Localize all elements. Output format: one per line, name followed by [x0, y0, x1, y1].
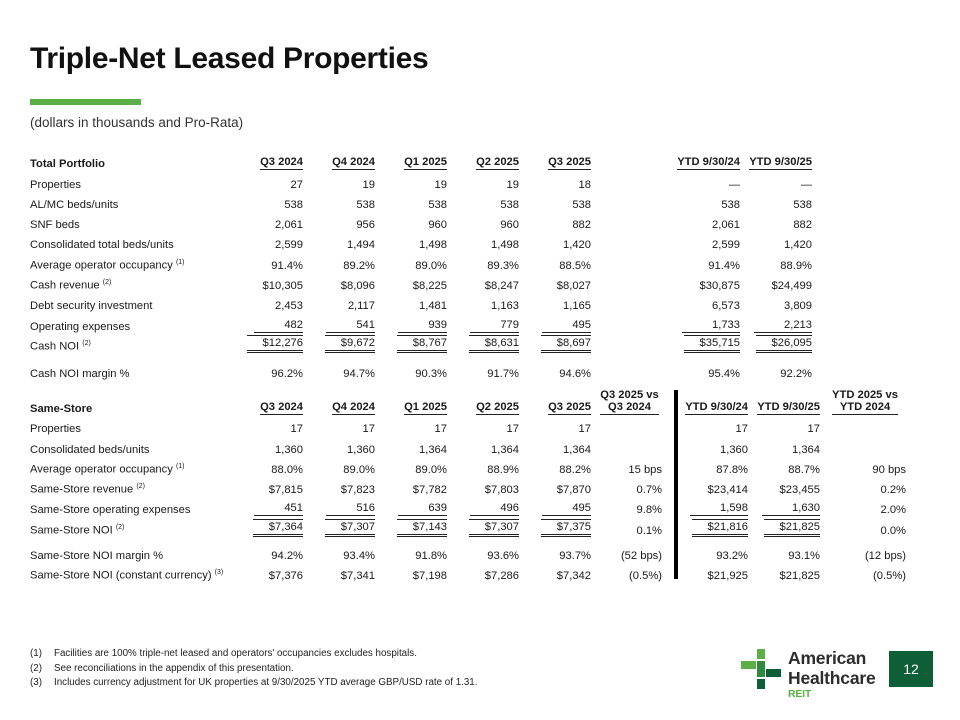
cell-value: 495	[542, 319, 591, 333]
cell-value: 956	[356, 219, 375, 232]
logo-line-healthcare: Healthcare	[788, 668, 876, 688]
cell-value: 0.1%	[636, 524, 662, 537]
cell-value: 94.6%	[559, 367, 591, 380]
cell-value: $8,631	[469, 335, 519, 353]
row-label: Consolidated beds/units	[30, 443, 150, 456]
cell-value: 451	[254, 502, 303, 516]
same-store-table	[30, 387, 910, 582]
cell-value: 1,364	[491, 443, 519, 456]
cell-value: —	[800, 178, 812, 191]
cell-value: 779	[470, 319, 519, 333]
cell-value: $35,715	[684, 335, 740, 353]
cell-value: 17	[434, 423, 447, 436]
table-row	[30, 231, 930, 251]
cell-value: 960	[428, 219, 447, 232]
cell-value: 88.0%	[271, 463, 303, 476]
total-portfolio-heading: Total Portfolio	[30, 158, 105, 171]
cell-value: 94.2%	[271, 549, 303, 562]
column-header: Q1 2025	[404, 401, 447, 413]
row-label: Same-Store NOI (constant currency) $^{(3)}$	[30, 569, 224, 583]
cell-value: 538	[572, 198, 591, 211]
row-label: Operating expenses	[30, 320, 131, 333]
cell-value: 90.3%	[415, 367, 447, 380]
cell-value: $21,825	[779, 570, 820, 583]
cell-value: —	[728, 178, 740, 191]
cell-value: 1,630	[762, 502, 820, 516]
row-label: Properties	[30, 178, 81, 191]
row-label: Cash NOI margin %	[30, 367, 130, 380]
column-header: Q4 2024	[332, 401, 375, 413]
cell-value: 88.7%	[788, 463, 820, 476]
table-row	[30, 353, 930, 380]
cell-value: 94.7%	[343, 367, 375, 380]
cell-value: 2,061	[712, 219, 740, 232]
column-header: YTD 9/30/24	[677, 156, 740, 169]
table-row	[30, 272, 930, 292]
cell-value: 96.2%	[271, 367, 303, 380]
cell-value: $8,697	[541, 335, 591, 353]
cell-value: $7,870	[556, 484, 591, 497]
cell-value: $7,341	[340, 570, 375, 583]
table-row	[30, 496, 910, 516]
row-label: Consolidated total beds/units	[30, 239, 174, 252]
cell-value: $7,198	[412, 570, 447, 583]
column-header: Q2 2025	[476, 156, 519, 169]
page-number: 12	[889, 651, 933, 687]
table-row	[30, 333, 930, 353]
cell-value: 88.9%	[487, 463, 519, 476]
cell-value: $7,143	[397, 519, 447, 537]
cell-value: $12,276	[247, 335, 303, 353]
footnote-ref: (3)	[214, 569, 224, 577]
cell-value: 17	[290, 423, 303, 436]
cell-value: 496	[470, 502, 519, 516]
cell-value: 2,599	[712, 239, 740, 252]
row-label: Cash revenue $^{(2)}$	[30, 279, 112, 293]
row-label: Same-Store operating expenses	[30, 504, 191, 517]
cell-value: 538	[500, 198, 519, 211]
cell-value: 15 bps	[628, 463, 662, 476]
cell-value: 91.4%	[271, 259, 303, 272]
cell-value: $24,499	[771, 280, 812, 293]
cell-value: $7,307	[469, 519, 519, 537]
cell-value: 1,420	[784, 239, 812, 252]
cell-value: 1,360	[347, 443, 375, 456]
cell-value: 17	[807, 423, 820, 436]
cell-value: 17	[735, 423, 748, 436]
cell-value: 1,163	[491, 300, 519, 313]
cell-value: 2,599	[275, 239, 303, 252]
cell-value: 1,360	[720, 443, 748, 456]
logo-line-reit: REIT	[788, 688, 812, 700]
cell-value: 1,364	[792, 443, 820, 456]
table-row	[30, 476, 910, 496]
row-label: Average operator occupancy $^{(1)}$	[30, 463, 185, 476]
company-logo	[740, 648, 876, 700]
table-row	[30, 516, 910, 536]
cell-value: $8,247	[484, 280, 519, 293]
same-store-column-divider	[674, 390, 678, 579]
cell-value: 482	[254, 319, 303, 333]
table-row	[30, 211, 930, 231]
footnote-ref: (2)	[136, 483, 145, 491]
cell-value: $7,376	[268, 570, 303, 583]
cell-value: 1,494	[347, 239, 375, 252]
cell-value: 89.0%	[415, 259, 447, 272]
cell-value: 91.7%	[487, 367, 519, 380]
cell-value: $23,414	[707, 484, 748, 497]
cell-value: 17	[506, 423, 519, 436]
table-row	[30, 292, 930, 312]
cell-value: 89.2%	[343, 259, 375, 272]
cell-value: 1,360	[275, 443, 303, 456]
row-label: Debt security investment	[30, 300, 153, 313]
cell-value: 93.4%	[343, 549, 375, 562]
cell-value: 6,573	[712, 300, 740, 313]
column-header: Q3 2024	[260, 156, 303, 169]
cell-value: 9.8%	[636, 504, 662, 517]
row-label: Cash NOI $^{(2)}$	[30, 340, 91, 353]
cell-value: 89.0%	[343, 463, 375, 476]
row-label: SNF beds	[30, 219, 80, 232]
cell-value: 1,364	[563, 443, 591, 456]
cell-value: 90 bps	[872, 463, 906, 476]
cell-value: 27	[290, 178, 303, 191]
footnote: (2) See reconciliations in the appendix of this presentation.	[30, 662, 294, 674]
cell-value: 939	[398, 319, 447, 333]
cell-value: $30,875	[699, 280, 740, 293]
footnote-ref: (2)	[115, 524, 125, 532]
cell-value: $21,925	[707, 570, 748, 583]
column-header: YTD 9/30/25	[757, 401, 820, 413]
cell-value: (0.5%)	[873, 570, 906, 583]
cell-value: $7,286	[484, 570, 519, 583]
q-vs-column-header: Q3 2025 vs Q3 2024	[600, 389, 659, 413]
column-header: YTD 9/30/25	[749, 156, 812, 169]
cell-value: 93.7%	[559, 549, 591, 562]
footnote-ref: (2)	[82, 340, 91, 348]
cell-value: 2,213	[754, 319, 812, 333]
cell-value: 18	[578, 178, 591, 191]
table-row	[30, 562, 910, 582]
same-store-heading: Same-Store	[30, 403, 93, 415]
cell-value: $7,342	[556, 570, 591, 583]
cell-value: 93.1%	[788, 549, 820, 562]
cell-value: 1,598	[690, 502, 748, 516]
cell-value: 538	[428, 198, 447, 211]
page-title: Triple-Net Leased Properties	[30, 42, 429, 75]
cell-value: 92.2%	[780, 367, 812, 380]
cell-value: 1,498	[491, 239, 519, 252]
cell-value: $26,095	[756, 335, 812, 353]
column-header: Q3 2025	[548, 156, 591, 169]
ytd-vs-column-header: YTD 2025 vs YTD 2024	[832, 389, 898, 413]
column-header: Q1 2025	[404, 156, 447, 169]
cell-value: 1,498	[419, 239, 447, 252]
cell-value: 17	[362, 423, 375, 436]
cell-value: $7,782	[412, 484, 447, 497]
cell-value: 89.0%	[415, 463, 447, 476]
cell-value: 1,165	[563, 300, 591, 313]
table-row	[30, 415, 910, 435]
title-accent-bar	[30, 99, 141, 105]
footnote: (1) Facilities are 100% triple-net leased and operators' occupancies excludes hospitals.	[30, 648, 417, 659]
column-header: YTD 9/30/24	[685, 401, 748, 413]
cell-value: 538	[793, 198, 812, 211]
cell-value: 2.0%	[880, 504, 906, 517]
row-label: Same-Store revenue $^{(2)}$	[30, 483, 145, 497]
cell-value: 538	[284, 198, 303, 211]
cell-value: 91.8%	[415, 549, 447, 562]
cell-value: 1,481	[419, 300, 447, 313]
row-label: Properties	[30, 423, 81, 436]
cell-value: $8,767	[397, 335, 447, 353]
cell-value: 87.8%	[716, 463, 748, 476]
cell-value: $23,455	[779, 484, 820, 497]
cell-value: 541	[326, 319, 375, 333]
table-row	[30, 191, 930, 211]
table-row	[30, 312, 930, 332]
row-label: Same-Store NOI $^{(2)}$	[30, 524, 125, 537]
cell-value: $7,364	[253, 519, 303, 537]
cell-value: $8,096	[340, 280, 375, 293]
cell-value: 19	[506, 178, 519, 191]
cell-value: 93.2%	[716, 549, 748, 562]
cell-value: 88.9%	[780, 259, 812, 272]
column-header: Q3 2024	[260, 401, 303, 413]
table-row	[30, 435, 910, 455]
cell-value: $8,027	[556, 280, 591, 293]
footnotes	[30, 647, 477, 691]
cell-value: 91.4%	[708, 259, 740, 272]
cell-value: 495	[542, 502, 591, 516]
cell-value: 19	[434, 178, 447, 191]
cell-value: $10,305	[262, 280, 303, 293]
cell-value: (0.5%)	[629, 570, 662, 583]
cell-value: 960	[500, 219, 519, 232]
row-label: Same-Store NOI margin %	[30, 549, 164, 562]
cell-value: $9,672	[325, 335, 375, 353]
cell-value: 538	[721, 198, 740, 211]
column-header: Q2 2025	[476, 401, 519, 413]
cell-value: 0.2%	[880, 484, 906, 497]
cell-value: 3,809	[784, 300, 812, 313]
column-header: Q4 2024	[332, 156, 375, 169]
cell-value: 2,061	[275, 219, 303, 232]
cell-value: $7,815	[268, 484, 303, 497]
cell-value: $7,375	[541, 519, 591, 537]
cell-value: $8,225	[412, 280, 447, 293]
table-row	[30, 537, 910, 562]
cell-value: (52 bps)	[620, 549, 662, 562]
cell-value: 1,364	[419, 443, 447, 456]
cell-value: 0.0%	[880, 524, 906, 537]
footnote-ref: (1)	[175, 463, 185, 471]
logo-line-american: American	[788, 648, 867, 668]
cell-value: 89.3%	[487, 259, 519, 272]
footnote: (3) Includes currency adjustment for UK properties at 9/30/2025 YTD average GBP/USD rate of 1.31.	[30, 677, 478, 688]
row-label: Average operator occupancy $^{(1)}$	[30, 259, 185, 272]
cell-value: 1,420	[563, 239, 591, 252]
page-subtitle: (dollars in thousands and Pro-Rata)	[30, 115, 244, 130]
cell-value: (12 bps)	[864, 549, 906, 562]
cell-value: 19	[362, 178, 375, 191]
table-row	[30, 456, 910, 476]
cell-value: 2,117	[347, 300, 375, 313]
cell-value: 882	[793, 219, 812, 232]
table-row	[30, 251, 930, 271]
cell-value: 88.5%	[559, 259, 591, 272]
table-row	[30, 170, 930, 190]
row-label: AL/MC beds/units	[30, 198, 119, 211]
cell-value: 516	[326, 502, 375, 516]
cell-value: 88.2%	[559, 463, 591, 476]
cross-logo-icon	[740, 648, 782, 690]
cell-value: $7,823	[340, 484, 375, 497]
cell-value: 95.4%	[708, 367, 740, 380]
total-portfolio-table	[30, 150, 930, 380]
column-header: Q3 2025	[548, 401, 591, 413]
cell-value: 0.7%	[636, 484, 662, 497]
cell-value: 639	[398, 502, 447, 516]
cell-value: 882	[572, 219, 591, 232]
cell-value: 1,733	[682, 319, 740, 333]
cell-value: 17	[578, 423, 591, 436]
cell-value: 2,453	[275, 300, 303, 313]
footnote-ref: (1)	[175, 259, 185, 267]
cell-value: 93.6%	[487, 549, 519, 562]
cell-value: 538	[356, 198, 375, 211]
cell-value: $21,816	[692, 519, 748, 537]
cell-value: $21,825	[764, 519, 820, 537]
footnote-ref: (2)	[102, 279, 112, 287]
cell-value: $7,803	[484, 484, 519, 497]
cell-value: $7,307	[325, 519, 375, 537]
